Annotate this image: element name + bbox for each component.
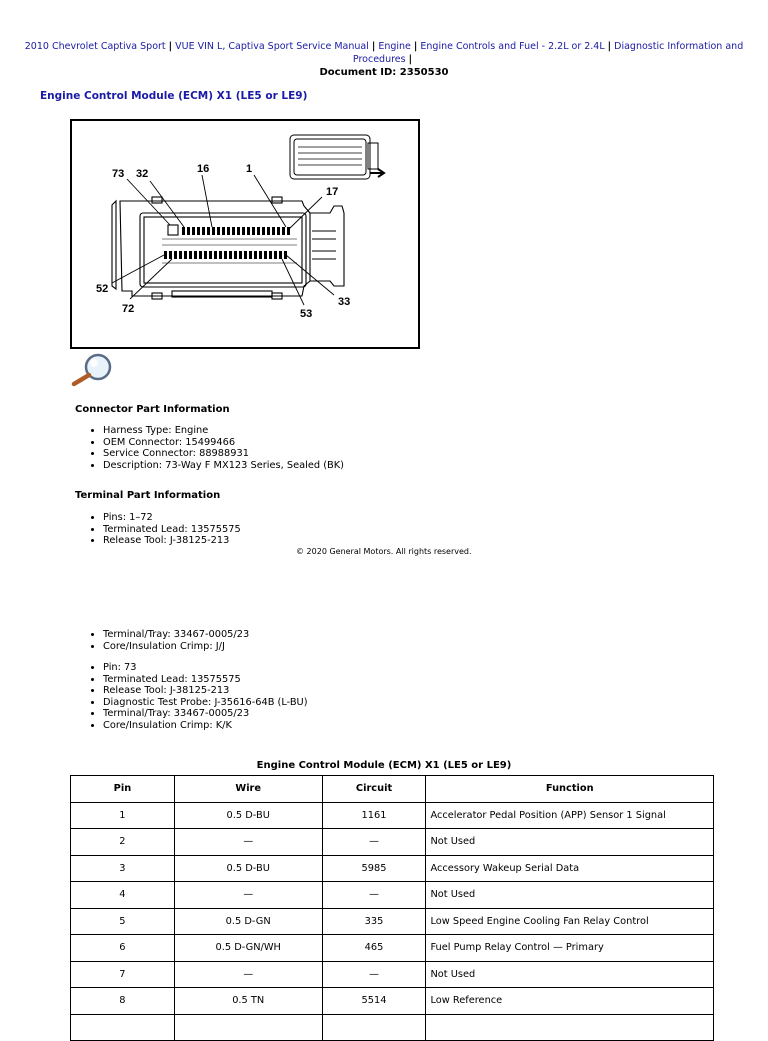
list-item: • Description: 73-Way F MX123 Series, Sealed (BK): [103, 460, 344, 472]
table-row: [71, 829, 714, 856]
header-pin: Pin: [71, 776, 175, 803]
cell-function: Not Used: [426, 961, 714, 988]
terminal-info-pin73-list: [88, 662, 308, 731]
cell-pin: 5: [71, 908, 175, 935]
breadcrumb-link-vehicle[interactable]: 2010 Chevrolet Captiva Sport: [24, 41, 166, 52]
list-item: • OEM Connector: 15499466: [103, 437, 344, 449]
breadcrumb-link-diagnostic[interactable]: Diagnostic Information and Procedures: [352, 41, 744, 65]
cell-pin: 4: [71, 882, 175, 909]
callout-52: 52: [96, 283, 109, 295]
table-row: [71, 882, 714, 909]
list-item: • Terminated Lead: 13575575: [103, 674, 308, 686]
pin-table-title: Engine Control Module (ECM) X1 (LE5 or LE9): [256, 760, 512, 771]
magnifier-icon[interactable]: [70, 352, 116, 388]
pin-table: [70, 775, 714, 1041]
cell-pin: 2: [71, 829, 175, 856]
cell-wire: —: [174, 961, 322, 988]
breadcrumb-separator: |: [168, 41, 173, 52]
cell-wire: 0.5 TN: [174, 988, 322, 1015]
table-row: [71, 1014, 714, 1041]
callout-53: 53: [300, 308, 313, 320]
breadcrumb-separator: |: [413, 41, 418, 52]
cell-function: Low Reference: [426, 988, 714, 1015]
cell-function: [426, 1014, 714, 1041]
header-circuit: Circuit: [322, 776, 426, 803]
callout-1: 1: [246, 163, 253, 175]
breadcrumb-separator: |: [607, 41, 612, 52]
cell-wire: —: [174, 882, 322, 909]
table-header-row: [71, 776, 714, 803]
cell-pin: 6: [71, 935, 175, 962]
cell-circuit: 335: [322, 908, 426, 935]
cell-function: Not Used: [426, 829, 714, 856]
arrow-right-icon: [370, 169, 384, 177]
cell-circuit: 465: [322, 935, 426, 962]
pin-table-body: [71, 802, 714, 1041]
list-item: • Pins: 1–72: [103, 512, 241, 524]
cell-function: Low Speed Engine Cooling Fan Relay Control: [426, 908, 714, 935]
cell-circuit: 5514: [322, 988, 426, 1015]
cell-wire: 0.5 D-GN/WH: [174, 935, 322, 962]
callout-33: 33: [338, 296, 351, 308]
callout-32: 32: [136, 168, 149, 180]
list-item: • Pin: 73: [103, 662, 308, 674]
cell-function: Not Used: [426, 882, 714, 909]
list-item: • Core/Insulation Crimp: K/K: [103, 720, 308, 732]
copyright-notice: © 2020 General Motors. All rights reserved.: [296, 547, 472, 556]
document-id: Document ID: 2350530: [319, 67, 449, 78]
cell-circuit: 1161: [322, 802, 426, 829]
inset-connector: [290, 135, 378, 179]
breadcrumb-separator: |: [408, 54, 413, 65]
cell-function: Accelerator Pedal Position (APP) Sensor 1 Signal: [426, 802, 714, 829]
cell-wire: 0.5 D-BU: [174, 855, 322, 882]
connector-info-list: [88, 425, 344, 471]
list-item: • Core/Insulation Crimp: J/J: [103, 641, 249, 653]
list-item: • Diagnostic Test Probe: J-35616-64B (L-BU): [103, 697, 308, 709]
cell-wire: [174, 1014, 322, 1041]
cell-circuit: —: [322, 961, 426, 988]
terminal-info-heading: Terminal Part Information: [75, 490, 221, 501]
cell-wire: 0.5 D-BU: [174, 802, 322, 829]
list-item: • Release Tool: J-38125-213: [103, 685, 308, 697]
cell-wire: 0.5 D-GN: [174, 908, 322, 935]
breadcrumb-separator: |: [371, 41, 376, 52]
cell-pin: 3: [71, 855, 175, 882]
table-row: [71, 855, 714, 882]
header-function: Function: [426, 776, 714, 803]
connector-drawing: [72, 121, 418, 347]
main-connector: [112, 197, 344, 299]
cell-circuit: [322, 1014, 426, 1041]
breadcrumb-link-engine-controls[interactable]: Engine Controls and Fuel - 2.2L or 2.4L: [420, 41, 605, 52]
cell-wire: —: [174, 829, 322, 856]
cell-circuit: 5985: [322, 855, 426, 882]
list-item: • Release Tool: J-38125-213: [103, 535, 241, 547]
cell-pin: 8: [71, 988, 175, 1015]
callout-leaders: [112, 175, 334, 305]
header-wire: Wire: [174, 776, 322, 803]
callout-16: 16: [197, 163, 210, 175]
list-item: • Harness Type: Engine: [103, 425, 344, 437]
pin-row-top: [182, 227, 290, 235]
cell-circuit: —: [322, 829, 426, 856]
breadcrumb-links: [0, 40, 768, 66]
callout-73: 73: [112, 168, 125, 180]
cell-pin: 1: [71, 802, 175, 829]
callout-17: 17: [326, 186, 339, 198]
terminal-info-list-cont: [88, 629, 249, 652]
cell-function: Accessory Wakeup Serial Data: [426, 855, 714, 882]
breadcrumb-link-engine[interactable]: Engine: [378, 41, 411, 52]
table-row: [71, 802, 714, 829]
table-row: [71, 908, 714, 935]
list-item: • Terminated Lead: 13575575: [103, 524, 241, 536]
list-item: • Service Connector: 88988931: [103, 448, 344, 460]
table-row: [71, 961, 714, 988]
breadcrumb: [0, 40, 768, 79]
connector-figure[interactable]: [70, 119, 420, 349]
table-row: [71, 988, 714, 1015]
cell-pin: [71, 1014, 175, 1041]
connector-info-heading: Connector Part Information: [75, 404, 230, 415]
cell-function: Fuel Pump Relay Control — Primary: [426, 935, 714, 962]
callout-72: 72: [122, 303, 135, 315]
list-item: • Terminal/Tray: 33467-0005/23: [103, 708, 308, 720]
cell-pin: 7: [71, 961, 175, 988]
breadcrumb-link-manual[interactable]: VUE VIN L, Captiva Sport Service Manual: [175, 41, 369, 52]
section-title: Engine Control Module (ECM) X1 (LE5 or LE9): [40, 90, 308, 102]
cell-circuit: —: [322, 882, 426, 909]
table-row: [71, 935, 714, 962]
list-item: • Terminal/Tray: 33467-0005/23: [103, 629, 249, 641]
terminal-info-list: [88, 512, 241, 547]
pin-row-bottom: [164, 251, 287, 259]
